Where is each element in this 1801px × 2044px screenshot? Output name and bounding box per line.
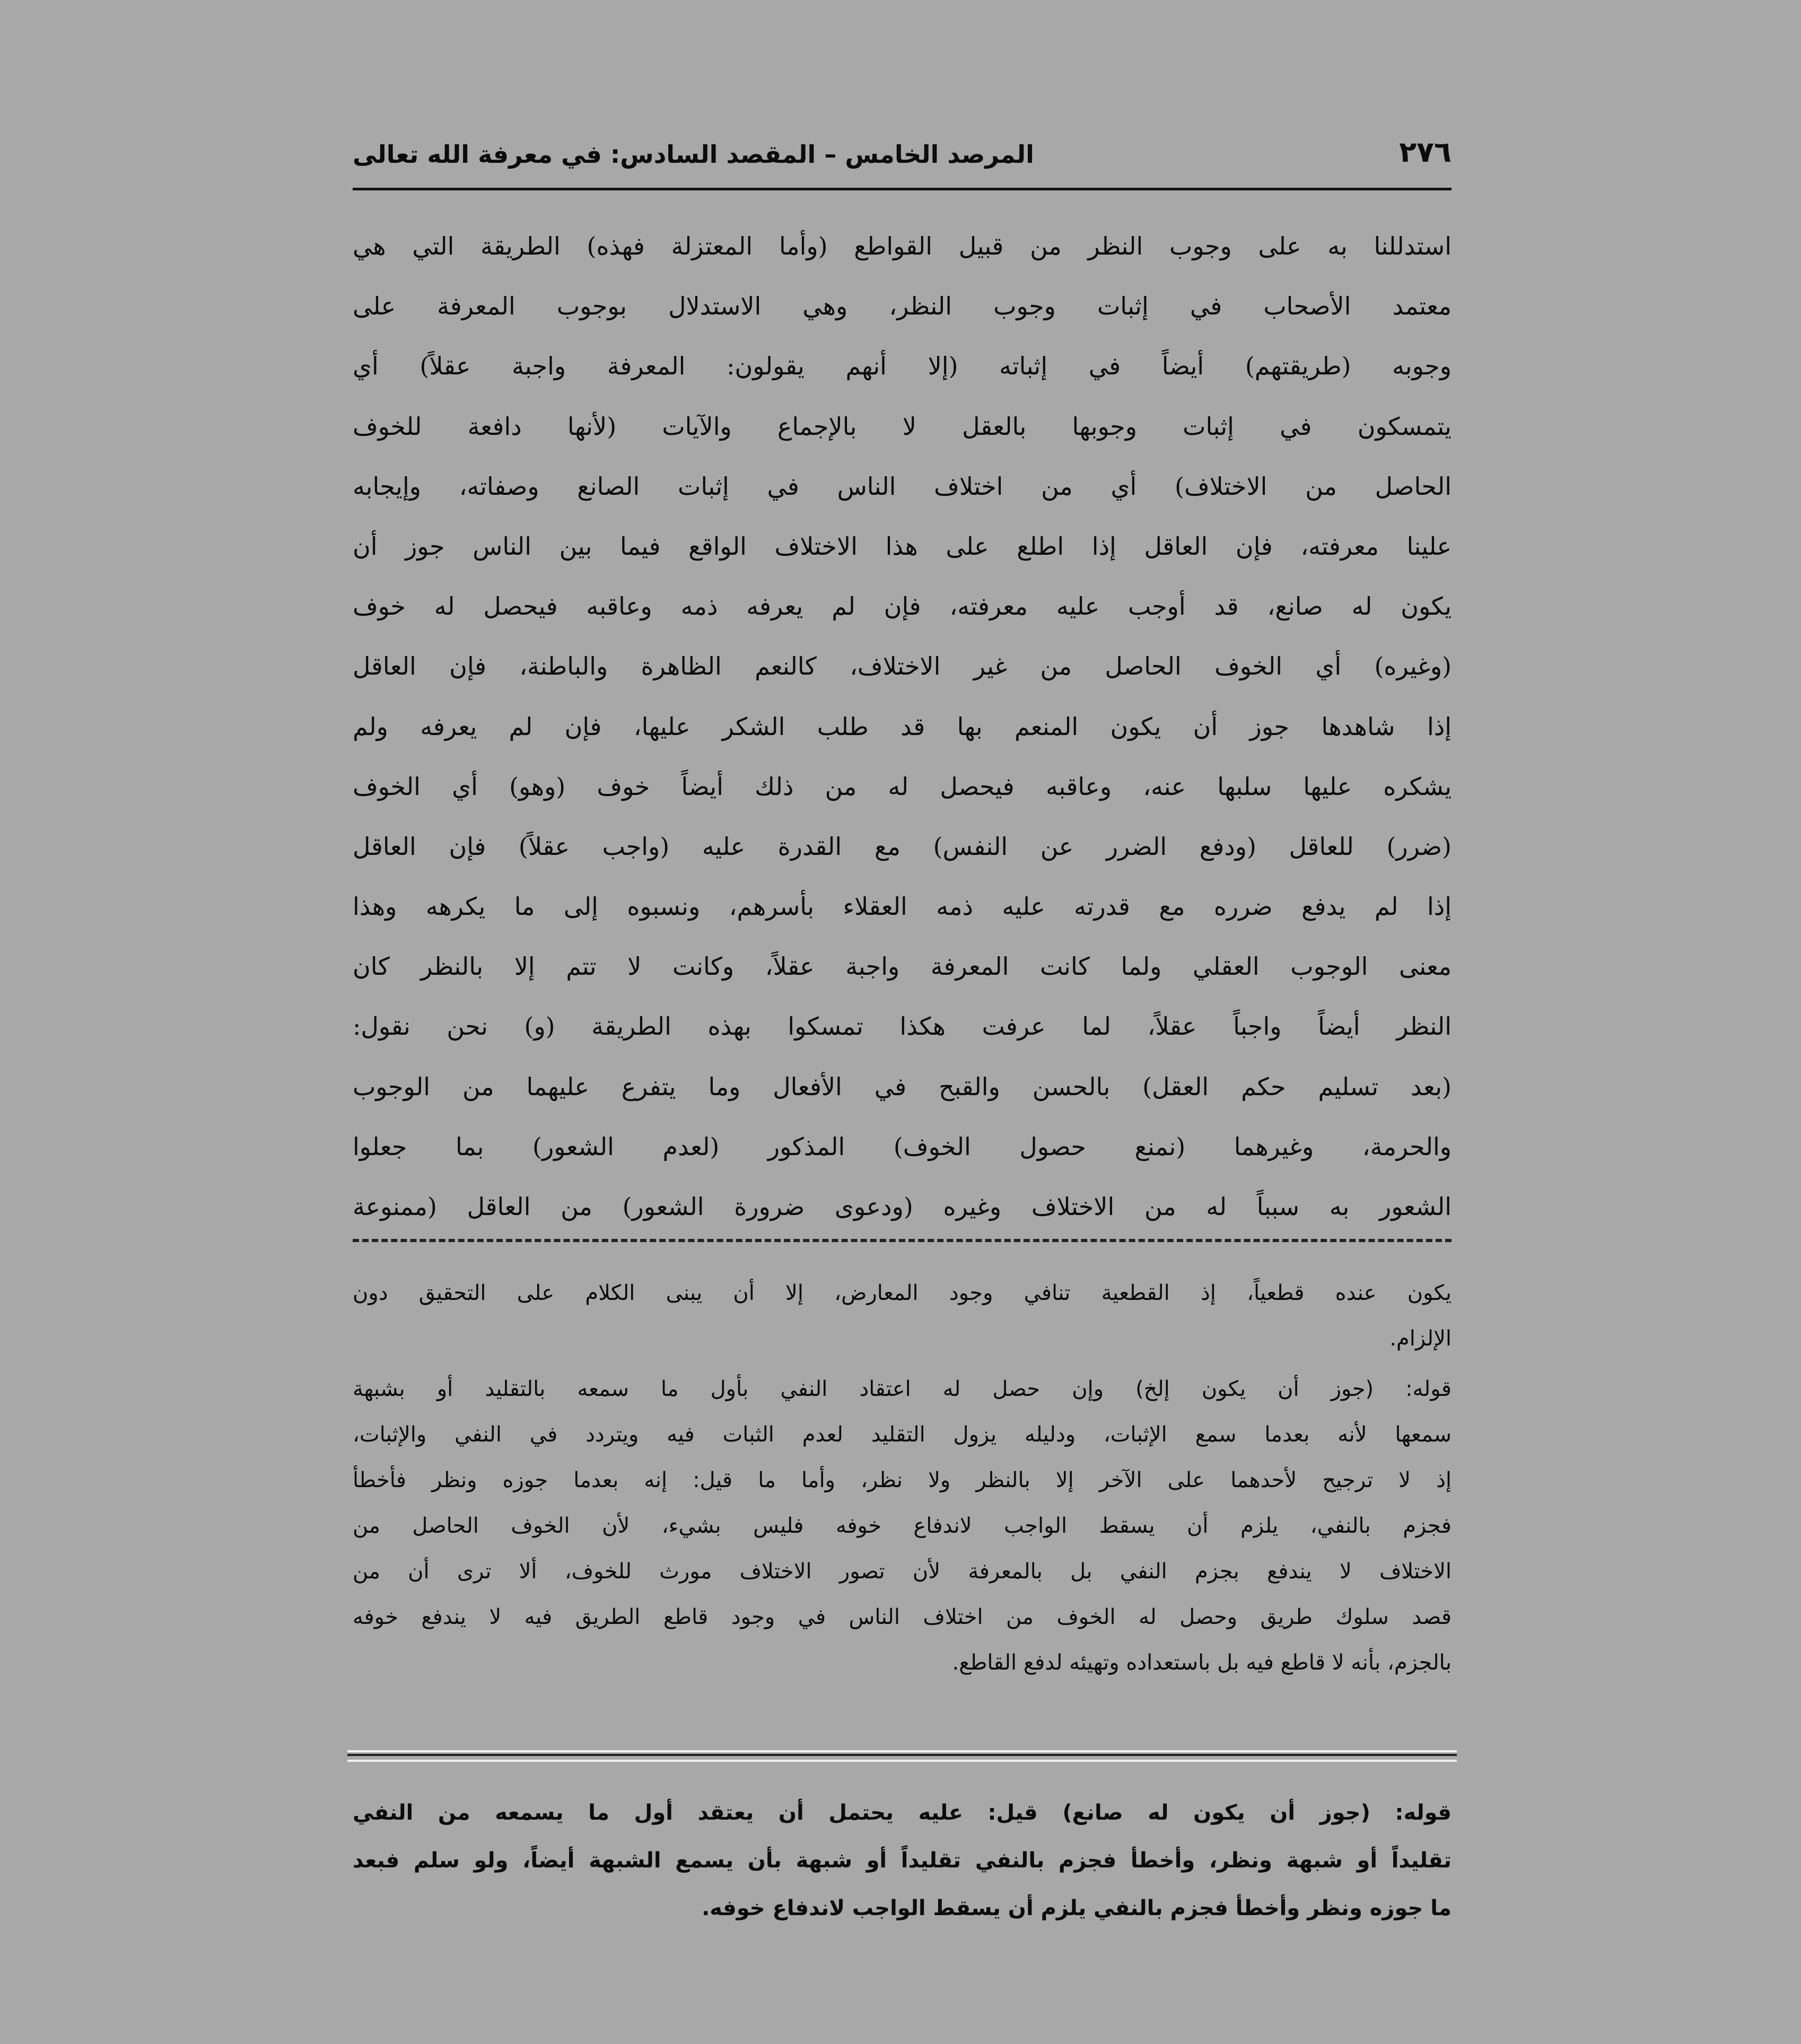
text-line: استدللنا به على وجوب النظر من قبيل القواطع (وأما المعتزلة فهذه) الطريقة التي هي bbox=[353, 232, 1452, 260]
footnote-line: الإلزام. bbox=[1389, 1326, 1452, 1351]
footnote-separator bbox=[353, 1239, 1452, 1242]
footnote-line: قوله: (جوز أن يكون له صانع) قيل: عليه يحتمل أن يعتقد أول ما يسمعه من النفي bbox=[353, 1801, 1452, 1825]
main-text bbox=[353, 216, 1452, 1237]
running-title: المرصد الخامس – المقصد السادس: في معرفة الله تعالى bbox=[353, 140, 1034, 169]
text-line: (ضرر) للعاقل (ودفع الضرر عن النفس) مع القدرة عليه (واجب عقلاً) فإن العاقل bbox=[353, 832, 1452, 861]
text-line: معنى الوجوب العقلي ولما كانت المعرفة واجبة عقلاً، وكانت لا تتم إلا بالنظر كان bbox=[353, 952, 1452, 981]
text-line: يشكره عليها سلبها عنه، وعاقبه فيحصل له من ذلك أيضاً خوف (وهو) أي الخوف bbox=[353, 772, 1452, 801]
footnote-line: قوله: (جوز أن يكون إلخ) وإن حصل له اعتقاد النفي بأول ما سمعه بالتقليد أو بشبهة bbox=[353, 1377, 1452, 1401]
text-line: وجوبه (طريقتهم) أيضاً في إثباته (إلا أنهم يقولون: المعرفة واجبة عقلاً) أي bbox=[353, 352, 1452, 381]
text-line: الشعور به سبباً له من الاختلاف وغيره (ودعوى ضرورة الشعور) من العاقل (ممنوعة bbox=[353, 1192, 1452, 1221]
text-line: معتمد الأصحاب في إثبات وجوب النظر، وهي الاستدلال بوجوب المعرفة على bbox=[353, 292, 1452, 321]
footnote-commentary bbox=[353, 1366, 1452, 1685]
text-line: والحرمة، وغيرهما (نمنع حصول الخوف) المذكور (لعدم الشعور) بما جعلوا bbox=[353, 1132, 1452, 1161]
footnote-continued bbox=[353, 1270, 1452, 1361]
footnote-line: بالجزم، بأنه لا قاطع فيه بل باستعداده وتهيئه لدفع القاطع. bbox=[952, 1650, 1452, 1675]
text-line: إذا شاهدها جوز أن يكون المنعم بها قد طلب الشكر عليها، فإن لم يعرفه ولم bbox=[353, 712, 1452, 741]
text-line: (بعد تسليم حكم العقل) بالحسن والقبح في الأفعال وما يتفرع عليهما من الوجوب bbox=[353, 1072, 1452, 1101]
footnote-line: تقليداً أو شبهة ونظر، وأخطأ فجزم بالنفي تقليداً أو شبهة بأن يسمع الشبهة أيضاً، ولو سلم فبعد bbox=[353, 1848, 1452, 1873]
footnote-line: سمعها لأنه بعدما سمع الإثبات، ودليله يزول التقليد لعدم الثبات فيه ويتردد في النفي والإثبات، bbox=[353, 1422, 1452, 1447]
text-line: يكون له صانع، قد أوجب عليه معرفته، فإن لم يعرفه ذمه وعاقبه فيحصل له خوف bbox=[353, 592, 1452, 621]
footnote-line: الاختلاف لا يندفع بجزم النفي بل بالمعرفة لأن تصور الاختلاف مورث للخوف، ألا ترى أن من bbox=[353, 1559, 1452, 1584]
text-line: إذا لم يدفع ضرره مع قدرته عليه ذمه العقلاء بأسرهم، ونسبوه إلى ما يكرهه وهذا bbox=[353, 892, 1452, 921]
footnote-line: فجزم بالنفي، يلزم أن يسقط الواجب لاندفاع خوفه فليس بشيء، لأن الخوف الحاصل من bbox=[353, 1514, 1452, 1538]
footnote-line: إذ لا ترجيح لأحدهما على الآخر إلا بالنظر ولا نظر، وأما ما قيل: إنه بعدما جوزه ونظر فأخطأ bbox=[353, 1468, 1452, 1492]
header-rule bbox=[353, 188, 1452, 190]
footnote-secondary bbox=[353, 1790, 1452, 1933]
footnote-line: قصد سلوك طريق وحصل له الخوف من اختلاف الناس في وجود قاطع الطريق فيه لا يندفع خوفه bbox=[353, 1605, 1452, 1629]
page-number: ٢٧٦ bbox=[1399, 135, 1452, 169]
running-header bbox=[353, 132, 1452, 169]
text-line: الحاصل من الاختلاف) أي من اختلاف الناس في إثبات الصانع وصفاته، وإيجابه bbox=[353, 471, 1452, 501]
text-line: علينا معرفته، فإن العاقل إذا اطلع على هذا الاختلاف الواقع فيما بين الناس جوز أن bbox=[353, 531, 1452, 561]
text-line: (وغيره) أي الخوف الحاصل من غير الاختلاف، كالنعم الظاهرة والباطنة، فإن العاقل bbox=[353, 652, 1452, 681]
footnote-line: يكون عنده قطعياً، إذ القطعية تنافي وجود المعارض، إلا أن يبنى الكلام على التحقيق دون bbox=[353, 1281, 1452, 1305]
text-line: يتمسكون في إثبات وجوبها بالعقل لا بالإجماع والآيات (لأنها دافعة للخوف bbox=[353, 412, 1452, 441]
footnote-line: ما جوزه ونظر وأخطأ فجزم بالنفي يلزم أن يسقط الواجب لاندفاع خوفه. bbox=[702, 1896, 1452, 1920]
section-divider bbox=[347, 1750, 1457, 1762]
text-line: النظر أيضاً واجباً عقلاً، لما عرفت هكذا تمسكوا بهذه الطريقة (و) نحن نقول: bbox=[353, 1012, 1452, 1041]
